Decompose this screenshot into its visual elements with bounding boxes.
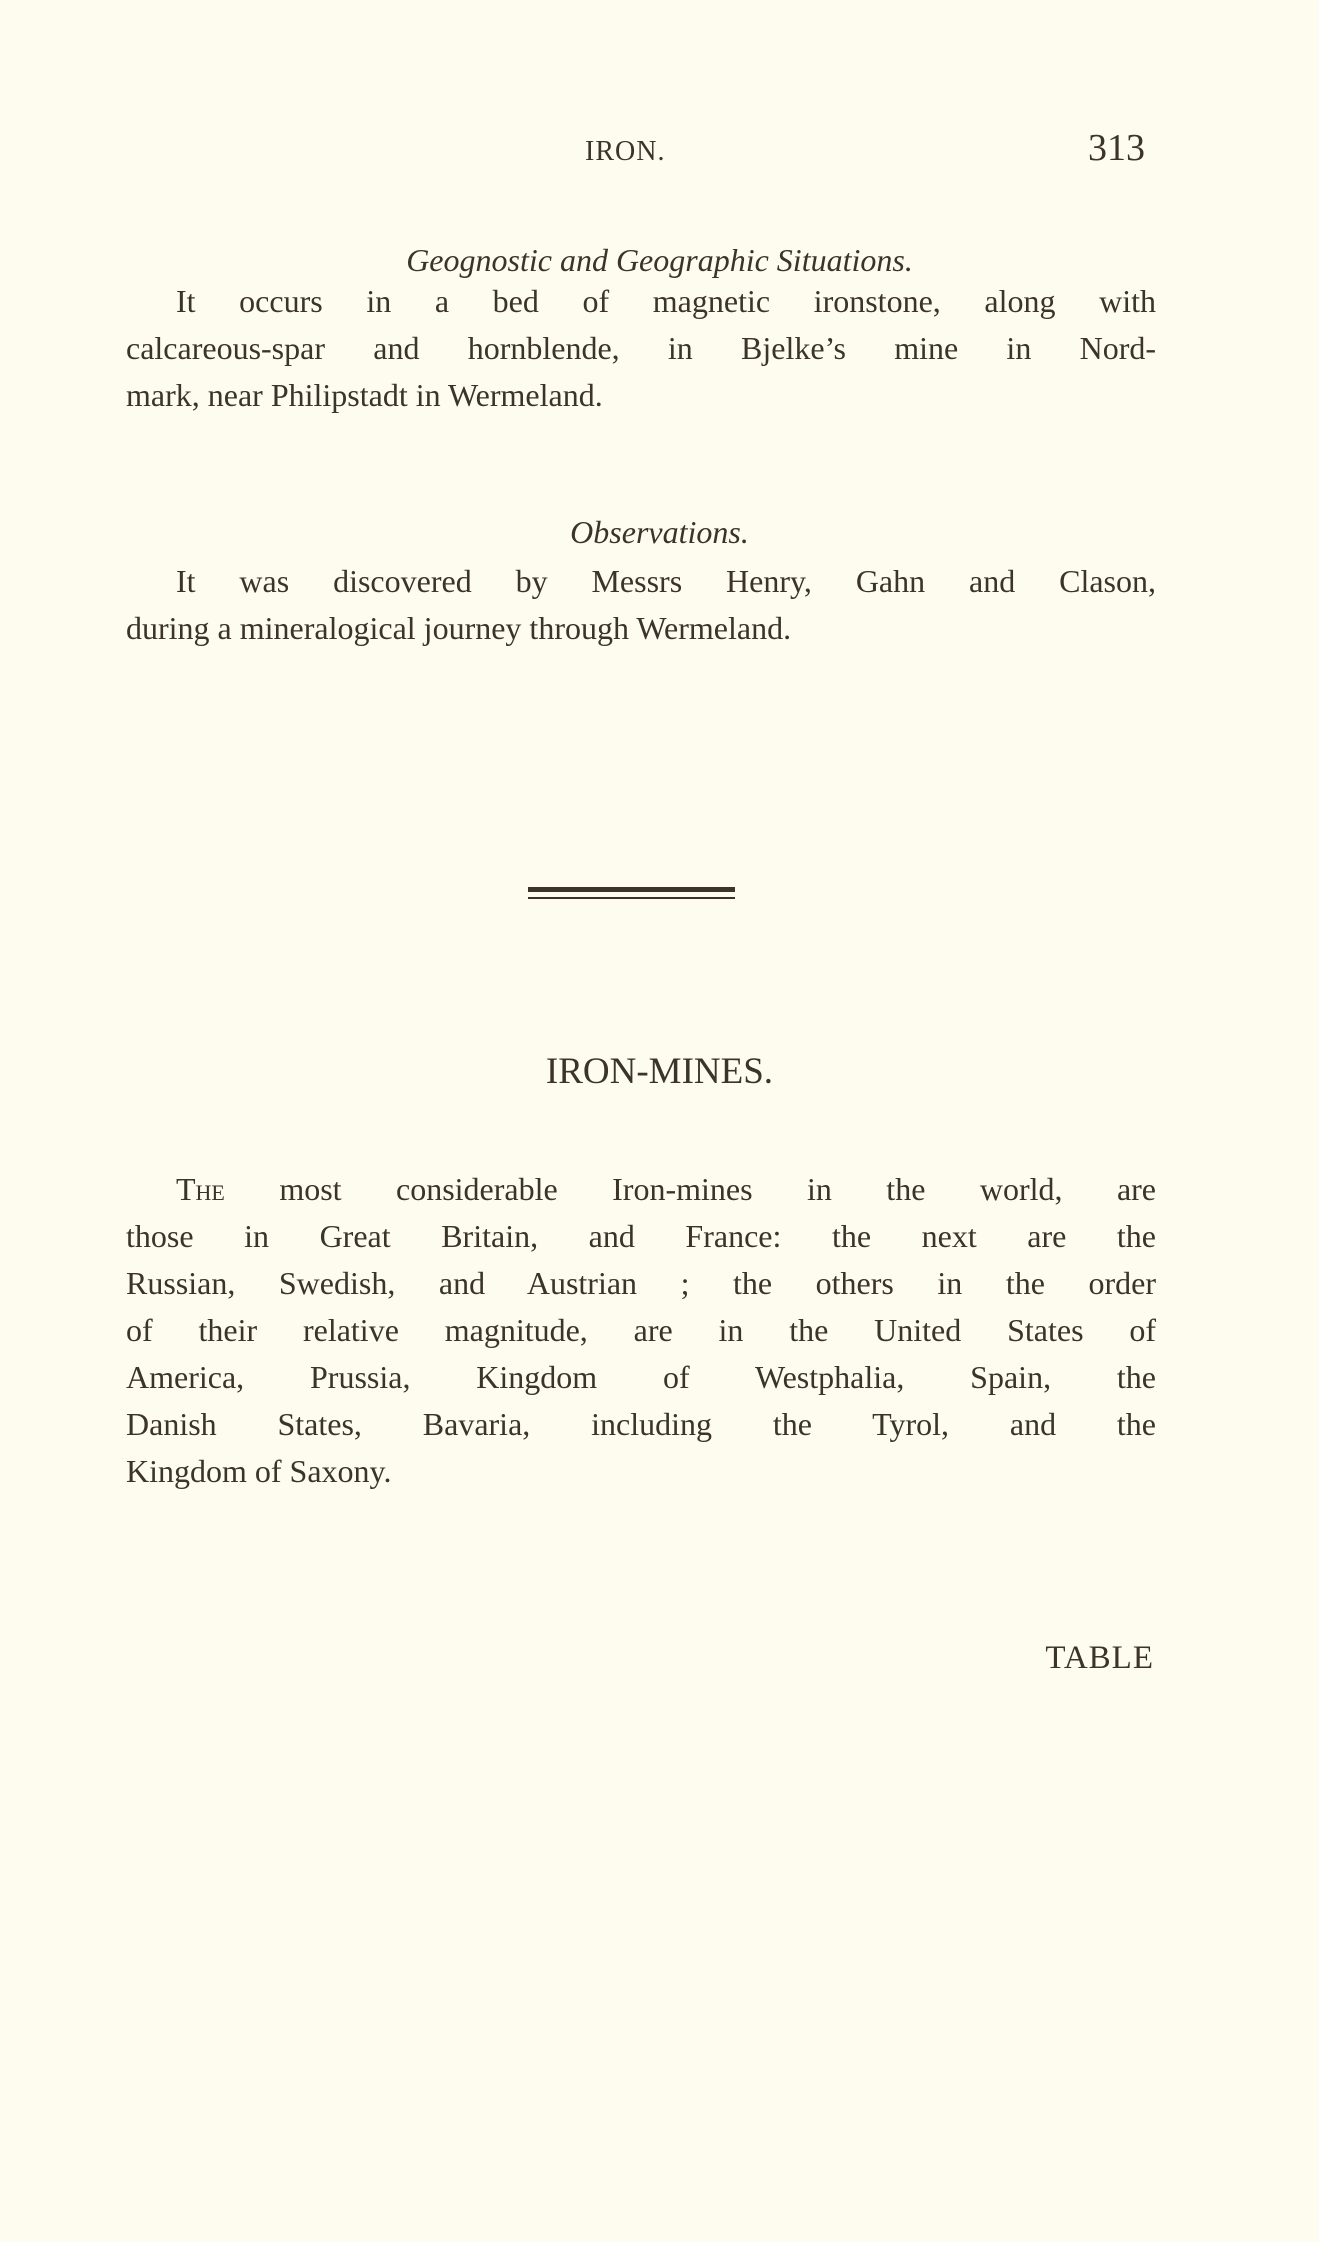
paragraph-line: of their relative magnitude, are in the United States of [126,1312,1156,1348]
paragraph-line: America, Prussia, Kingdom of Westphalia, Spain, the [126,1359,1156,1395]
running-title: IRON. [585,136,666,167]
paragraph-line: calcareous-spar and hornblende, in Bjelke’s mine in Nord- [126,330,1156,366]
page-number: 313 [1088,127,1145,169]
paragraph-line: Kingdom of Saxony. [126,1453,392,1489]
chapter-title: IRON-MINES. [545,1051,774,1092]
paragraph-line: mark, near Philipstadt in Wermeland. [126,377,603,413]
paragraph-line: Russian, Swedish, and Austrian ; the others in the order [126,1265,1156,1301]
small-caps-first-word: The [176,1171,225,1207]
paragraph-line [176,1169,1156,1209]
thick-rule [528,887,735,892]
paragraph-line: Danish States, Bavaria, including the Tyrol, and the [126,1406,1156,1442]
section-heading-observations: Observations. [570,514,749,550]
paragraph-line: It was discovered by Messrs Henry, Gahn and Clason, [176,563,1156,599]
catchword: TABLE [1045,1640,1154,1676]
paragraph-line: during a mineralogical journey through Wermeland. [126,610,792,646]
paragraph-line: those in Great Britain, and France: the next are the [126,1218,1156,1254]
section-heading-situations: Geognostic and Geographic Situations. [406,242,913,278]
thin-rule [528,897,735,899]
line-text: most considerable Iron-mines in the world, are [224,1171,1156,1207]
paragraph-line: It occurs in a bed of magnetic ironstone, along with [176,283,1156,319]
